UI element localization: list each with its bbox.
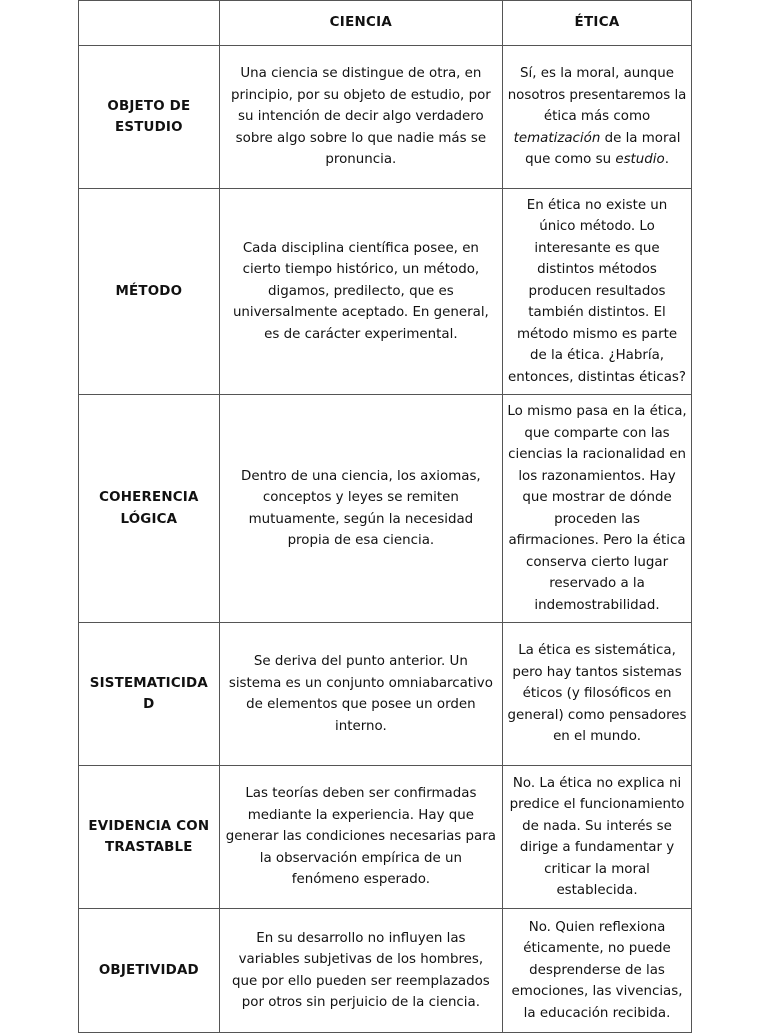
ciencia-cell xyxy=(219,395,502,623)
etica-cell xyxy=(503,623,692,766)
ciencia-cell xyxy=(219,46,502,189)
row-label xyxy=(79,189,220,395)
ciencia-cell xyxy=(219,623,502,766)
table-row xyxy=(79,623,692,766)
etica-text xyxy=(503,63,691,171)
etica-text xyxy=(503,401,691,616)
etica-text xyxy=(503,773,691,902)
ciencia-text: Se deriva del punto anterior. Un sistema es un conjunto omniabarcativo de elementos que posee un orden interno. xyxy=(228,654,493,734)
etica-text xyxy=(503,917,691,1025)
etica-segment: No. La ética no explica ni predice el funcionamiento de nada. Su interés se dirige a fundamentar y criticar la moral establecida. xyxy=(509,775,685,898)
etica-text xyxy=(503,640,691,748)
etica-segment: Sí, es la moral, aunque nosotros presentaremos la ética más como xyxy=(507,66,687,125)
row-label-text: SISTEMATICIDAD xyxy=(89,675,208,712)
etica-text xyxy=(503,195,691,389)
row-label-text: COHERENCIA LÓGICA xyxy=(99,490,199,527)
etica-italic-segment: estudio xyxy=(615,152,665,168)
etica-segment: La ética es sistemática, pero hay tantos sistemas éticos (y filosóficos en general) como pensadores en el mundo. xyxy=(507,643,687,745)
etica-segment: En ética no existe un único método. Lo interesante es que distintos métodos producen resultados también distintos. El método mismo es parte de la ética. ¿Habría, entonces, distintas éticas? xyxy=(508,197,686,385)
ciencia-text: En su desarrollo no influyen las variables subjetivas de los hombres, que por ello pueden ser reemplazados por otros sin perjuicio de la ciencia. xyxy=(231,930,490,1010)
etica-cell xyxy=(503,909,692,1033)
etica-segment: de la moral que como su xyxy=(525,130,681,168)
ciencia-text: Dentro de una ciencia, los axiomas, conceptos y leyes se remiten mutuamente, según la necesidad propia de esa ciencia. xyxy=(241,468,481,548)
header-row xyxy=(79,1,692,46)
row-label xyxy=(79,909,220,1033)
row-label xyxy=(79,395,220,623)
header-empty xyxy=(79,1,220,46)
etica-italic-segment: tematización xyxy=(513,130,601,146)
table-row xyxy=(79,909,692,1033)
etica-cell xyxy=(503,46,692,189)
row-label-text: MÉTODO xyxy=(115,283,183,299)
header-ciencia: CIENCIA xyxy=(219,1,502,46)
table-row xyxy=(79,189,692,395)
etica-cell xyxy=(503,189,692,395)
row-label-text: OBJETIVIDAD xyxy=(98,962,199,978)
etica-segment: No. Quien reflexiona éticamente, no puede desprenderse de las emociones, las vivencias, la educación recibida. xyxy=(511,919,683,1021)
row-label-text: OBJETO DE ESTUDIO xyxy=(107,98,191,135)
etica-segment: . xyxy=(664,152,669,168)
ciencia-cell xyxy=(219,909,502,1033)
row-label-text: EVIDENCIA CONTRASTABLE xyxy=(88,818,210,855)
etica-cell xyxy=(503,395,692,623)
ciencia-cell xyxy=(219,766,502,909)
ciencia-text: Las teorías deben ser confirmadas mediante la experiencia. Hay que generar las condiciones necesarias para la observación empírica de un fenómeno esperado. xyxy=(225,786,496,888)
row-label xyxy=(79,623,220,766)
ciencia-text: Una ciencia se distingue de otra, en principio, por su objeto de estudio, por su intención de decir algo verdadero sobre algo sobre lo que nadie más se pronuncia. xyxy=(230,66,491,168)
table-row xyxy=(79,46,692,189)
table-row xyxy=(79,766,692,909)
ciencia-cell xyxy=(219,189,502,395)
etica-segment: Lo mismo pasa en la ética, que comparte con las ciencias la racionalidad en los razonamientos. Hay que mostrar de dónde proceden las afirmaciones. Pero la ética conserva cierto lugar reservado a la indemostrabilidad. xyxy=(507,404,687,613)
table-row xyxy=(79,395,692,623)
row-label xyxy=(79,46,220,189)
comparison-table xyxy=(78,0,692,1033)
row-label xyxy=(79,766,220,909)
header-etica: ÉTICA xyxy=(503,1,692,46)
ciencia-text: Cada disciplina científica posee, en cierto tiempo histórico, un método, digamos, predilecto, que es universalmente aceptado. En general, es de carácter experimental. xyxy=(232,240,489,342)
etica-cell xyxy=(503,766,692,909)
